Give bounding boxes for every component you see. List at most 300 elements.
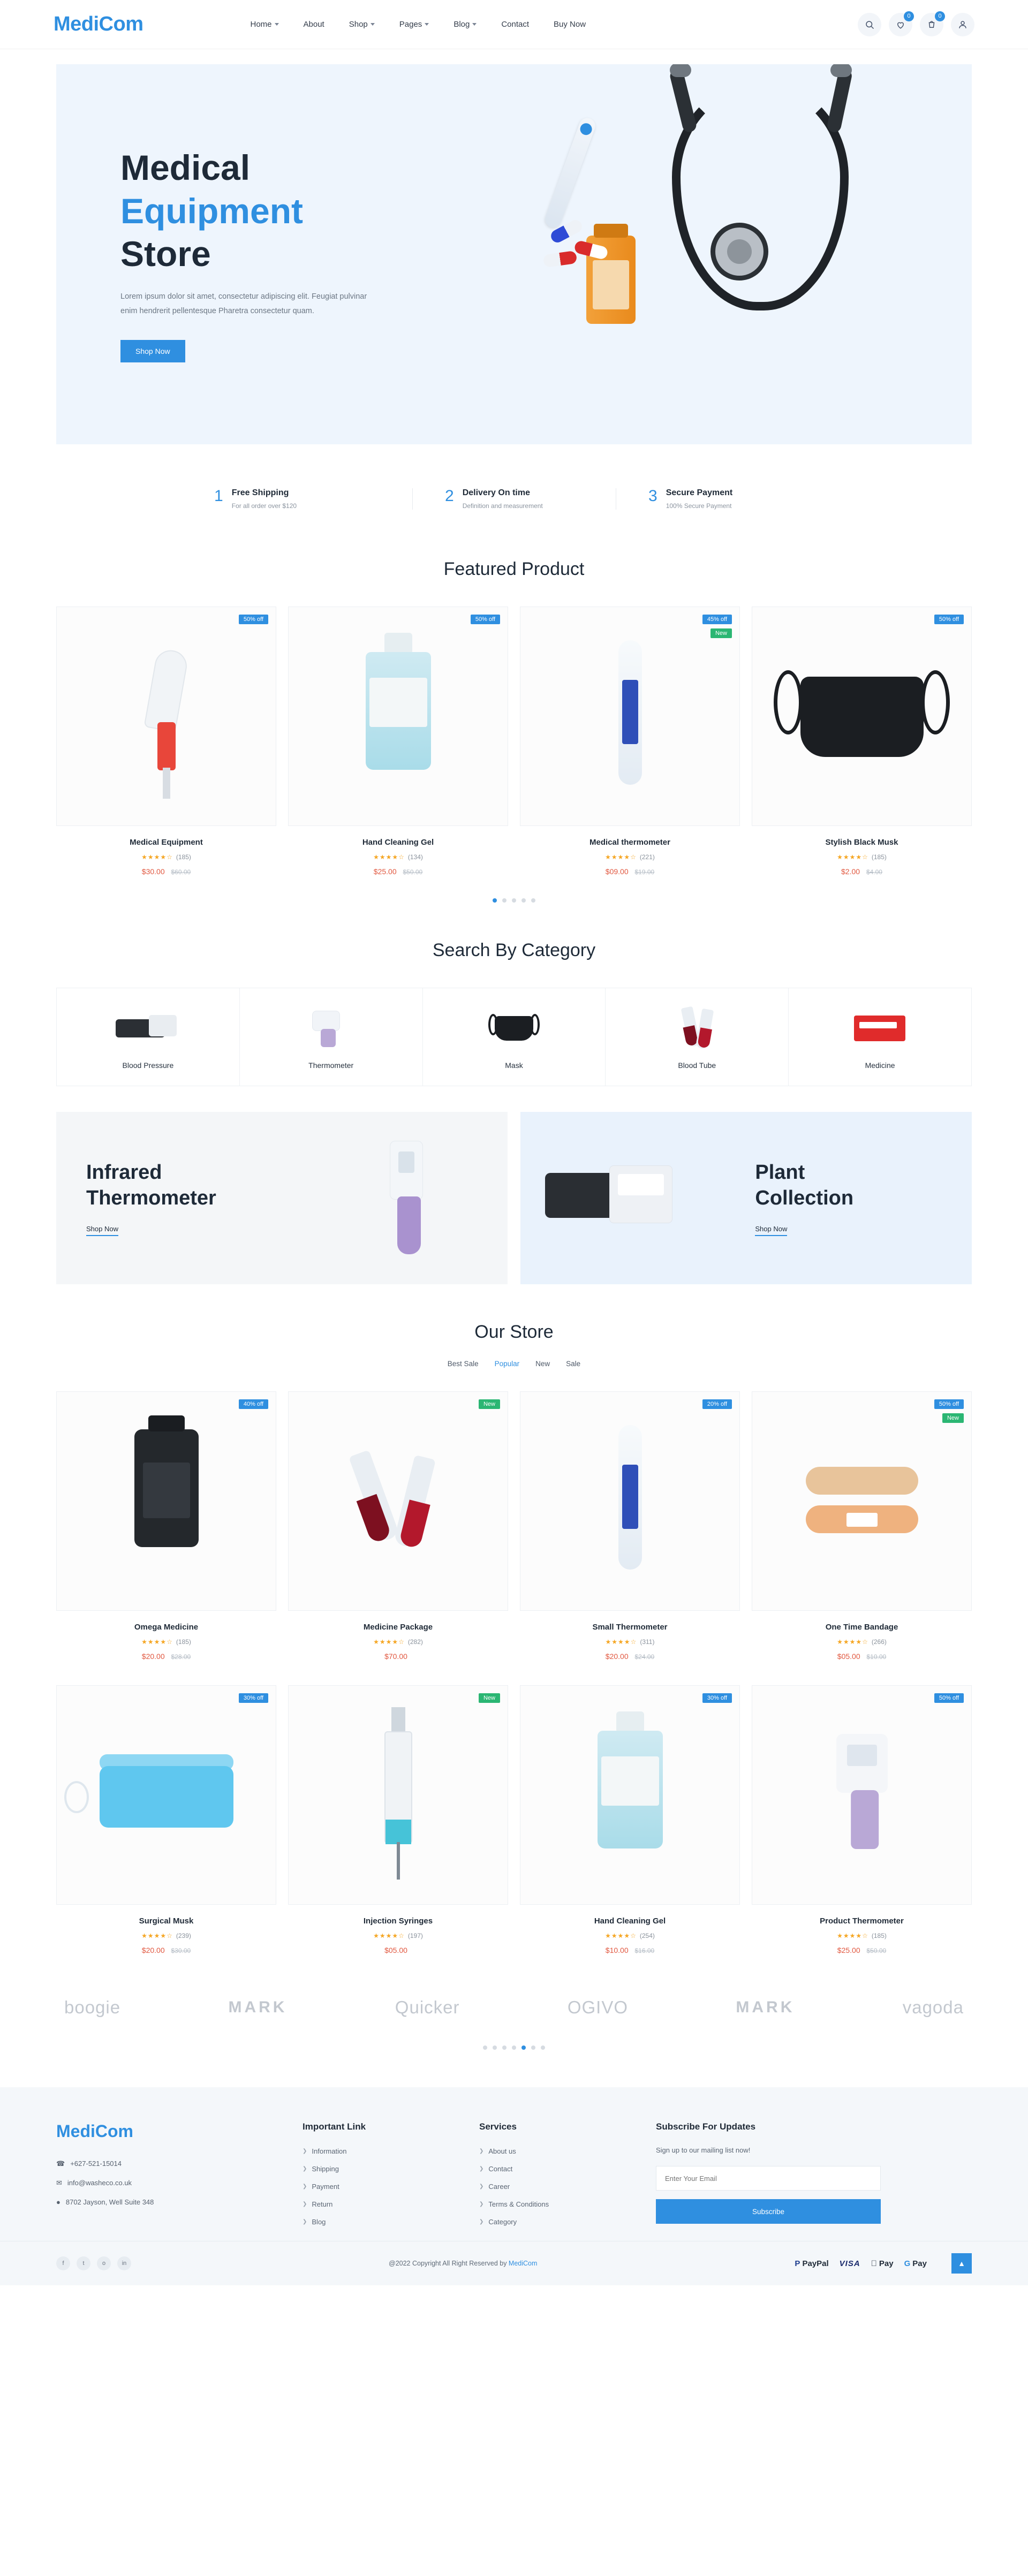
category-item-mask[interactable]	[422, 988, 606, 1086]
carousel-dot[interactable]	[521, 2045, 526, 2050]
chevron-right-icon: ❯	[303, 2148, 307, 2154]
feature-desc: 100% Secure Payment	[666, 502, 732, 510]
hero-illustration	[511, 64, 950, 444]
chevron-right-icon: ❯	[303, 2166, 307, 2172]
visa-icon	[840, 2259, 860, 2268]
copyright-text	[389, 2260, 537, 2267]
chevron-right-icon: ❯	[303, 2201, 307, 2207]
nav-item-pages[interactable]	[399, 20, 429, 29]
discount-tag: 50% off	[934, 1693, 964, 1703]
review-count: (239)	[176, 1932, 191, 1939]
product-price	[288, 1946, 508, 1954]
footer-bottom-bar	[0, 2241, 1028, 2285]
featured-carousel-dots	[0, 898, 1028, 903]
product-card[interactable]	[752, 607, 972, 876]
stars-icon: ★★★★☆	[141, 1932, 173, 1939]
digital-thermometer-icon	[520, 1392, 739, 1610]
blood-tube-icon	[289, 1392, 508, 1610]
footer-link-information[interactable]	[303, 2147, 458, 2155]
chevron-down-icon	[275, 23, 279, 26]
linkedin-icon[interactable]: in	[117, 2256, 131, 2270]
carousel-dot[interactable]	[502, 2045, 507, 2050]
promo-text	[56, 1160, 318, 1236]
nav-item-home[interactable]	[251, 20, 279, 29]
product-image[interactable]	[56, 607, 276, 826]
visa-label: VISA	[839, 2259, 860, 2268]
product-card[interactable]	[520, 607, 740, 876]
stars-icon: ★★★★☆	[605, 1638, 637, 1646]
footer-link-blog[interactable]	[303, 2218, 458, 2226]
store-product-grid-row-2	[0, 1685, 1028, 1954]
product-name[interactable]: Product Thermometer	[820, 1916, 904, 1926]
product-name[interactable]: One Time Bandage	[825, 1623, 898, 1632]
brand-logos	[0, 1954, 1028, 2018]
promo-shop-now-link[interactable]: Shop Now	[755, 1225, 787, 1236]
stethoscope-tube-icon	[672, 80, 849, 310]
hero-title	[120, 146, 399, 276]
hero-banner	[56, 64, 972, 444]
product-price	[520, 867, 740, 876]
copyright-brand: MediCom	[508, 2260, 538, 2267]
nav-label: Blog	[453, 20, 470, 29]
product-info	[288, 1905, 508, 1954]
carousel-dot[interactable]	[531, 2045, 535, 2050]
price-current: $20.00	[141, 1946, 165, 1954]
thermometer-screen	[622, 680, 638, 744]
product-price	[520, 1652, 740, 1661]
price-old: $50.00	[866, 1947, 887, 1954]
ir-thermometer-icon	[752, 1686, 971, 1904]
chevron-right-icon: ❯	[303, 2184, 307, 2189]
site-logo[interactable]: MediCom	[54, 13, 143, 35]
product-name[interactable]: Injection Syringes	[363, 1916, 433, 1926]
site-header	[0, 0, 1028, 49]
product-info	[520, 1611, 740, 1661]
product-name[interactable]: Medical thermometer	[589, 838, 670, 847]
footer-link-label: About us	[488, 2147, 516, 2155]
promo-banner-plant-collection[interactable]	[520, 1112, 972, 1284]
price-old: $30.00	[171, 1947, 191, 1954]
product-card[interactable]	[288, 1685, 508, 1954]
category-item-medicine[interactable]	[788, 988, 971, 1086]
hand-gel-icon	[289, 607, 508, 825]
tab-best-sale[interactable]: Best Sale	[447, 1360, 479, 1368]
product-image[interactable]	[752, 607, 972, 826]
category-item-blood-tube[interactable]	[605, 988, 788, 1086]
footer-link-return[interactable]	[303, 2200, 458, 2208]
category-label: Blood Pressure	[122, 1061, 174, 1070]
product-image[interactable]	[520, 1685, 740, 1905]
footer-logo[interactable]: MediCom	[56, 2122, 133, 2141]
footer-email[interactable]	[56, 2179, 281, 2187]
feature-number: 3	[648, 487, 657, 505]
footer-link-about-us[interactable]	[479, 2147, 634, 2155]
main-navigation	[251, 20, 586, 29]
promo-title-line2: Collection	[755, 1186, 854, 1209]
apple-pay-icon	[871, 2259, 894, 2268]
product-rating	[752, 853, 972, 861]
tab-sale[interactable]: Sale	[566, 1360, 581, 1368]
promo-banner-infrared-thermometer[interactable]	[56, 1112, 508, 1284]
promo-title-line1: Plant	[755, 1161, 805, 1184]
promo-title	[86, 1160, 318, 1211]
product-price	[288, 867, 508, 876]
footer-link-label: Blog	[312, 2218, 326, 2226]
product-price	[752, 1946, 972, 1954]
capsule-icon	[543, 251, 578, 268]
review-count: (282)	[407, 1638, 423, 1646]
price-old: $50.00	[403, 868, 423, 876]
product-info	[56, 1611, 276, 1661]
product-info	[752, 1611, 972, 1661]
product-rating	[520, 1638, 740, 1646]
footer-link-label: Payment	[312, 2183, 339, 2191]
chevron-right-icon: ❯	[479, 2201, 484, 2207]
review-count: (266)	[871, 1638, 887, 1646]
newsletter-title: Subscribe For Updates	[656, 2122, 756, 2132]
feature-desc: For all order over $120	[231, 502, 297, 510]
chevron-right-icon: ❯	[303, 2219, 307, 2225]
product-card[interactable]	[288, 607, 508, 876]
bp-monitor-icon	[545, 1161, 706, 1241]
carousel-dot[interactable]	[541, 2045, 545, 2050]
product-name[interactable]: Stylish Black Musk	[825, 838, 898, 847]
promo-title-line2: Thermometer	[86, 1186, 216, 1209]
price-old: $19.00	[634, 868, 655, 876]
carousel-dot[interactable]	[521, 898, 526, 903]
hand-gel-icon	[520, 1686, 739, 1904]
product-name[interactable]: Medical Equipment	[130, 838, 203, 847]
nav-item-contact[interactable]	[501, 20, 529, 29]
chevron-right-icon: ❯	[479, 2166, 484, 2172]
product-image[interactable]	[752, 1685, 972, 1905]
product-name[interactable]: Hand Cleaning Gel	[362, 838, 434, 847]
chevron-right-icon: ❯	[479, 2184, 484, 2189]
thermometer-grip	[851, 1790, 879, 1849]
footer-phone-text: +627-521-15014	[70, 2160, 122, 2168]
product-info	[288, 1611, 508, 1661]
product-image[interactable]	[288, 607, 508, 826]
product-info	[288, 826, 508, 876]
bottle-cap-icon	[616, 1711, 644, 1733]
stars-icon: ★★★★☆	[373, 1638, 405, 1646]
nav-item-blog[interactable]	[453, 20, 477, 29]
brand-logo-vagoda: vagoda	[902, 1997, 964, 2017]
stars-icon: ★★★★☆	[837, 853, 868, 861]
carousel-dot[interactable]	[512, 898, 516, 903]
footer-link-label: Terms & Conditions	[488, 2200, 549, 2208]
product-card[interactable]	[752, 1391, 972, 1661]
review-count: (185)	[871, 853, 887, 861]
product-name[interactable]: Small Thermometer	[592, 1623, 668, 1632]
mask-strap	[774, 670, 803, 734]
discount-tag: 50% off	[239, 615, 268, 624]
promo-title	[755, 1160, 942, 1211]
footer-column-title: Important Link	[303, 2122, 366, 2132]
store-section-title: Our Store	[474, 1322, 554, 1342]
product-info	[56, 1905, 276, 1954]
discount-tag: 40% off	[239, 1399, 268, 1409]
product-image[interactable]	[520, 607, 740, 826]
product-rating	[288, 1638, 508, 1646]
carousel-dot[interactable]	[483, 2045, 487, 2050]
footer-link-label: Contact	[488, 2165, 513, 2173]
footer-link-label: Career	[488, 2183, 510, 2191]
promo-banners	[56, 1112, 972, 1284]
bottle-cap-icon	[384, 633, 412, 654]
social-links	[56, 2256, 131, 2270]
mask-strap	[921, 670, 950, 734]
carousel-dot[interactable]	[502, 898, 507, 903]
product-card[interactable]	[56, 607, 276, 876]
product-price	[56, 1652, 276, 1661]
thermometer-screen	[622, 1465, 638, 1529]
footer-link-category[interactable]	[479, 2218, 634, 2226]
bottle-label	[601, 1756, 659, 1806]
hero-subtitle: Lorem ipsum dolor sit amet, consectetur adipiscing elit. Feugiat pulvinar enim hendrerit pellentesque Pharetra consectetur quam.	[120, 292, 367, 315]
chevron-down-icon	[425, 23, 429, 26]
price-old: $28.00	[171, 1653, 191, 1661]
product-rating	[56, 1932, 276, 1939]
wishlist-button[interactable]	[889, 13, 912, 36]
product-card[interactable]	[752, 1685, 972, 1954]
product-image[interactable]	[288, 1685, 508, 1905]
tab-new[interactable]: New	[535, 1360, 550, 1368]
ir-thermometer-icon	[352, 1141, 475, 1259]
scroll-to-top-button[interactable]	[951, 2253, 972, 2274]
promo-shop-now-link[interactable]: Shop Now	[86, 1225, 118, 1236]
carousel-dot[interactable]	[512, 2045, 516, 2050]
stars-icon: ★★★★☆	[605, 1932, 637, 1939]
chevron-right-icon: ❯	[479, 2219, 484, 2225]
thermometer-screen	[847, 1745, 877, 1766]
category-item-blood-pressure[interactable]	[57, 988, 239, 1086]
black-mask-icon	[423, 1006, 606, 1049]
review-count: (221)	[639, 853, 655, 861]
footer-link-list	[479, 2147, 634, 2226]
syringe-icon	[289, 1686, 508, 1904]
carousel-dot[interactable]	[493, 898, 497, 903]
category-list	[56, 988, 972, 1086]
blue-mask-icon	[57, 1686, 276, 1904]
mask-body	[800, 677, 924, 757]
footer-link-payment[interactable]	[303, 2183, 458, 2191]
review-count: (254)	[639, 1932, 655, 1939]
carousel-dot[interactable]	[493, 2045, 497, 2050]
bandage-icon	[752, 1392, 971, 1610]
header-actions	[858, 13, 974, 36]
product-name[interactable]: Omega Medicine	[134, 1623, 199, 1632]
hero-title-line2: Store	[120, 234, 211, 274]
category-label: Medicine	[865, 1061, 895, 1070]
newsletter-email-input[interactable]	[656, 2166, 881, 2191]
product-rating	[520, 853, 740, 861]
footer-link-contact[interactable]	[479, 2165, 634, 2173]
category-label: Mask	[505, 1061, 523, 1070]
mask-body	[100, 1766, 233, 1828]
discount-tag: 30% off	[239, 1693, 268, 1703]
footer-phone[interactable]	[56, 2160, 281, 2168]
product-image[interactable]	[752, 1391, 972, 1611]
feature-title: Delivery On time	[462, 488, 530, 497]
store-product-grid-row-1	[0, 1391, 1028, 1661]
features-strip	[0, 476, 1028, 521]
footer-link-label: Information	[312, 2147, 347, 2155]
heart-icon	[896, 20, 905, 29]
user-icon	[958, 20, 967, 29]
nav-label: Shop	[349, 20, 368, 29]
price-old: $24.00	[634, 1653, 655, 1661]
category-item-thermometer[interactable]	[239, 988, 422, 1086]
stethoscope-eartip-icon	[830, 64, 852, 77]
product-rating	[752, 1932, 972, 1939]
search-button[interactable]	[858, 13, 881, 36]
nav-label: Pages	[399, 20, 422, 29]
stars-icon: ★★★★☆	[837, 1638, 868, 1646]
hero-shop-now-button[interactable]: Shop Now	[120, 340, 185, 362]
footer-column-title: Services	[479, 2122, 517, 2132]
newsletter-section	[656, 2122, 881, 2226]
tab-popular[interactable]: Popular	[494, 1360, 520, 1368]
product-image[interactable]	[520, 1391, 740, 1611]
product-price	[56, 1946, 276, 1954]
product-info	[520, 826, 740, 876]
price-old: $10.00	[866, 1653, 887, 1661]
product-card[interactable]	[288, 1391, 508, 1661]
price-current: $05.00	[384, 1946, 407, 1954]
bottle-body	[134, 1429, 199, 1547]
apple-pay-label: Pay	[879, 2259, 894, 2268]
hero-title-accent: Equipment	[120, 191, 303, 231]
product-price	[752, 867, 972, 876]
bandage-pad	[846, 1513, 878, 1527]
discount-tag: 50% off	[471, 615, 500, 624]
product-price	[752, 1652, 972, 1661]
product-card[interactable]	[520, 1685, 740, 1954]
stars-icon: ★★★★☆	[605, 853, 637, 861]
product-info	[752, 1905, 972, 1954]
cart-icon	[927, 20, 936, 29]
feature-number: 1	[214, 487, 223, 505]
nav-label: Home	[250, 20, 272, 29]
instagram-icon[interactable]: o	[97, 2256, 111, 2270]
enema-kit-icon	[57, 607, 276, 825]
nav-item-buy-now[interactable]	[554, 20, 586, 29]
footer-link-label: Category	[488, 2218, 517, 2226]
product-card[interactable]	[520, 1391, 740, 1661]
product-rating	[56, 853, 276, 861]
stethoscope-eartip-icon	[670, 64, 691, 77]
price-current: $20.00	[605, 1652, 629, 1661]
product-name[interactable]: Hand Cleaning Gel	[594, 1916, 666, 1926]
paypal-label: PayPal	[802, 2259, 829, 2268]
review-count: (185)	[871, 1932, 887, 1939]
footer-email-text: info@washeco.co.uk	[67, 2179, 132, 2187]
product-image[interactable]	[56, 1685, 276, 1905]
new-tag: New	[710, 628, 732, 638]
price-current: $05.00	[837, 1652, 860, 1661]
nav-item-about[interactable]	[304, 20, 324, 29]
price-old: $60.00	[171, 868, 191, 876]
product-image[interactable]	[56, 1391, 276, 1611]
chevron-down-icon	[472, 23, 477, 26]
syringe-plunger	[391, 1707, 405, 1734]
google-pay-icon: G Pay	[904, 2259, 927, 2268]
price-current: $25.00	[837, 1946, 860, 1954]
price-current: $09.00	[605, 867, 629, 876]
brand-carousel-dots	[0, 2045, 1028, 2050]
facebook-icon[interactable]: f	[56, 2256, 70, 2270]
brand-logo-mark-2: MARK	[736, 1998, 795, 2016]
brand-logo-boogie: boogie	[64, 1997, 121, 2017]
review-count: (311)	[640, 1638, 655, 1646]
stars-icon: ★★★★☆	[837, 1932, 868, 1939]
featured-product-grid	[0, 607, 1028, 876]
price-current: $25.00	[373, 867, 397, 876]
discount-tag: 50% off	[934, 1399, 964, 1409]
nav-label: About	[303, 20, 324, 29]
digital-thermometer-icon	[520, 607, 739, 825]
product-card[interactable]	[56, 1685, 276, 1954]
account-button[interactable]	[951, 13, 974, 36]
footer-contacts	[56, 2160, 281, 2206]
new-tag: New	[479, 1399, 500, 1409]
chevron-right-icon: ❯	[479, 2148, 484, 2154]
ir-thermometer-icon	[240, 1006, 422, 1049]
footer-link-terms[interactable]	[479, 2200, 634, 2208]
product-name[interactable]: Medicine Package	[363, 1623, 433, 1632]
stars-icon: ★★★★☆	[141, 853, 173, 861]
feature-desc: Definition and measurement	[462, 502, 543, 510]
product-price	[520, 1946, 740, 1954]
product-image[interactable]	[288, 1391, 508, 1611]
product-rating	[288, 853, 508, 861]
store-tabs	[0, 1360, 1028, 1368]
footer-link-label: Return	[312, 2200, 333, 2208]
feature-free-shipping	[209, 488, 412, 510]
medicine-box-icon	[789, 1006, 971, 1049]
black-mask-icon	[752, 607, 971, 825]
footer-link-shipping[interactable]	[303, 2165, 458, 2173]
product-card[interactable]	[56, 1391, 276, 1661]
featured-section-title: Featured Product	[443, 559, 585, 579]
stethoscope-ear-icon	[669, 68, 698, 134]
brand-logo-ogivo: OGIVO	[567, 1997, 629, 2017]
product-name[interactable]: Surgical Musk	[139, 1916, 194, 1926]
footer-link-career[interactable]	[479, 2183, 634, 2191]
nav-item-shop[interactable]	[349, 20, 375, 29]
feature-number: 2	[445, 487, 454, 505]
location-icon: ●	[56, 2198, 61, 2206]
twitter-icon[interactable]: t	[77, 2256, 90, 2270]
price-old: $4.00	[866, 868, 882, 876]
phone-icon: ☎	[56, 2160, 65, 2168]
newsletter-subscribe-button[interactable]: Subscribe	[656, 2199, 881, 2224]
review-count: (185)	[176, 1638, 191, 1646]
product-rating	[56, 1638, 276, 1646]
review-count: (185)	[176, 853, 191, 861]
carousel-dot[interactable]	[531, 898, 535, 903]
footer-link-list	[303, 2147, 458, 2226]
product-rating	[520, 1932, 740, 1939]
new-tag: New	[942, 1413, 964, 1423]
stars-icon: ★★★★☆	[141, 1638, 173, 1646]
mail-icon: ✉	[56, 2179, 62, 2187]
footer-address	[56, 2198, 281, 2206]
cart-button[interactable]	[920, 13, 943, 36]
payment-methods	[795, 2253, 972, 2274]
chevron-up-icon: ▲	[958, 2259, 965, 2268]
